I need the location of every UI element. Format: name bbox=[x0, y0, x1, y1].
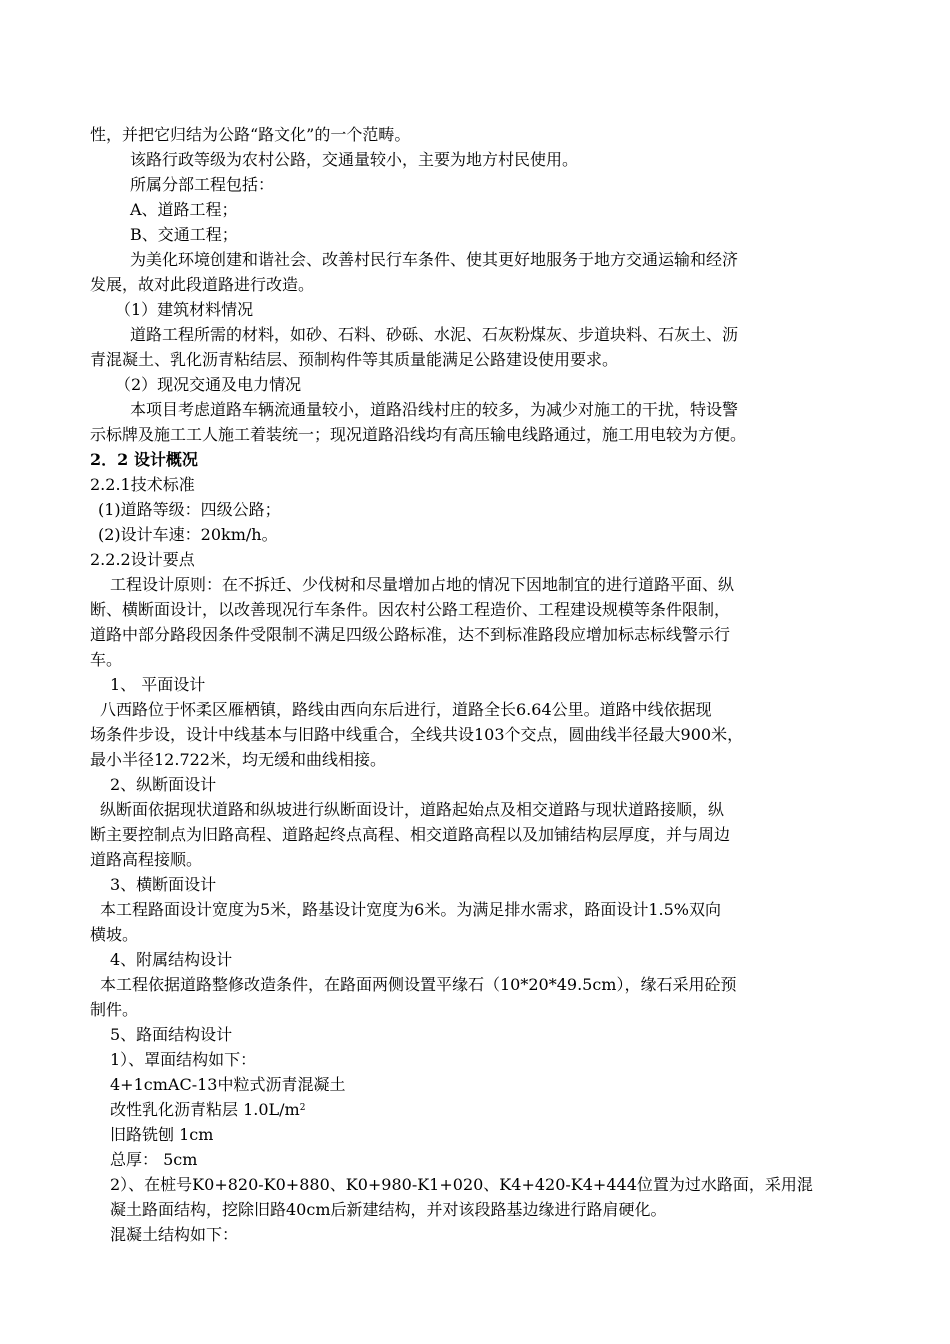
text-line: 断主要控制点为旧路高程、道路起终点高程、相交道路高程以及加铺结构层厚度，并与周边 bbox=[90, 825, 731, 844]
item-heading: 1、 平面设计 bbox=[110, 675, 206, 694]
text-line: 示标牌及施工工人施工着装统一；现况道路沿线均有高压输电线路通过，施工用电较为方便。 bbox=[90, 425, 747, 444]
text-line: 凝土路面结构，挖除旧路40cm后新建结构，并对该段路基边缘进行路肩硬化。 bbox=[110, 1200, 667, 1219]
text-line: B、交通工程； bbox=[130, 225, 238, 244]
text-line: (2)设计车速：20km/h。 bbox=[98, 525, 278, 544]
text-line: (1)道路等级：四级公路； bbox=[98, 500, 281, 519]
section-heading: 2．2 设计概况 bbox=[90, 450, 198, 469]
text-line: 道路工程所需的材料，如砂、石料、砂砾、水泥、石灰粉煤灰、步道块料、石灰土、沥 bbox=[130, 325, 739, 344]
text-line: 混凝土结构如下： bbox=[110, 1225, 239, 1244]
subsection-heading: 2.2.2设计要点 bbox=[90, 550, 195, 569]
text-line: 本工程路面设计宽度为5米，路基设计宽度为6米。为满足排水需求，路面设计1.5%双向 bbox=[100, 900, 722, 919]
text-line: 制件。 bbox=[90, 1000, 139, 1019]
text-line: 工程设计原则：在不拆迁、少伐树和尽量增加占地的情况下因地制宜的进行道路平面、纵 bbox=[110, 575, 735, 594]
text-line: 本项目考虑道路车辆流通量较小，道路沿线村庄的较多，为减少对施工的干扰，特设警 bbox=[130, 400, 739, 419]
text-line: 青混凝土、乳化沥青粘结层、预制构件等其质量能满足公路建设使用要求。 bbox=[90, 350, 619, 369]
text-line: 本工程依据道路整修改造条件，在路面两侧设置平缘石（10*20*49.5cm），缘石采用砼预 bbox=[100, 975, 737, 994]
subsection-heading: 2.2.1技术标准 bbox=[90, 475, 195, 494]
text-line: 场条件步设，设计中线基本与旧路中线重合，全线共设103个交点，圆曲线半径最大900米， bbox=[90, 725, 744, 744]
text-line: 2）、在桩号K0+820-K0+880、K0+980-K1+020、K4+420-K4+444位置为过水路面，采用混 bbox=[110, 1175, 813, 1194]
text-line: 发展，故对此段道路进行改造。 bbox=[90, 275, 315, 294]
text-line: 横坡。 bbox=[90, 925, 139, 944]
text-line: 断、横断面设计，以改善现况行车条件。因农村公路工程造价、工程建设规模等条件限制， bbox=[90, 600, 731, 619]
text-line: 4+1cmAC-13中粒式沥青混凝土 bbox=[110, 1075, 346, 1094]
text-line: 八西路位于怀柔区雁栖镇，路线由西向东后进行，道路全长6.64公里。道路中线依据现 bbox=[100, 700, 712, 719]
text-line: 最小半径12.722米，均无缓和曲线相接。 bbox=[90, 750, 386, 769]
text-line: 总厚： 5cm bbox=[110, 1150, 198, 1169]
text-line: 道路高程接顺。 bbox=[90, 850, 203, 869]
item-heading: 3、横断面设计 bbox=[110, 875, 217, 894]
text-line: 车。 bbox=[90, 650, 123, 669]
text-line: 为美化环境创建和谐社会、改善村民行车条件、使其更好地服务于地方交通运输和经济 bbox=[130, 250, 739, 269]
text-line: 性，并把它归结为公路“路文化”的一个范畴。 bbox=[90, 125, 411, 144]
item-heading: 4、附属结构设计 bbox=[110, 950, 233, 969]
section-heading: （2）现况交通及电力情况 bbox=[115, 375, 302, 394]
text-line bbox=[110, 1098, 305, 1122]
text-line: 纵断面依据现状道路和纵坡进行纵断面设计，道路起始点及相交道路与现状道路接顺，纵 bbox=[100, 800, 725, 819]
item-heading: 5、路面结构设计 bbox=[110, 1025, 233, 1044]
text-line: 旧路铣刨 1cm bbox=[110, 1125, 214, 1144]
text-line: 该路行政等级为农村公路，交通量较小，主要为地方村民使用。 bbox=[130, 150, 579, 169]
item-heading: 2、纵断面设计 bbox=[110, 775, 217, 794]
text-line: 1）、罩面结构如下： bbox=[110, 1050, 257, 1069]
text-line: 所属分部工程包括： bbox=[130, 175, 275, 194]
text-line: 道路中部分路段因条件受限制不满足四级公路标准，达不到标准路段应增加标志标线警示行 bbox=[90, 625, 731, 644]
text-span: 改性乳化沥青粘层 1.0L/m bbox=[110, 1100, 300, 1119]
section-heading: （1）建筑材料情况 bbox=[115, 300, 254, 319]
text-line: A、道路工程； bbox=[130, 200, 238, 219]
superscript: 2 bbox=[299, 1103, 306, 1113]
